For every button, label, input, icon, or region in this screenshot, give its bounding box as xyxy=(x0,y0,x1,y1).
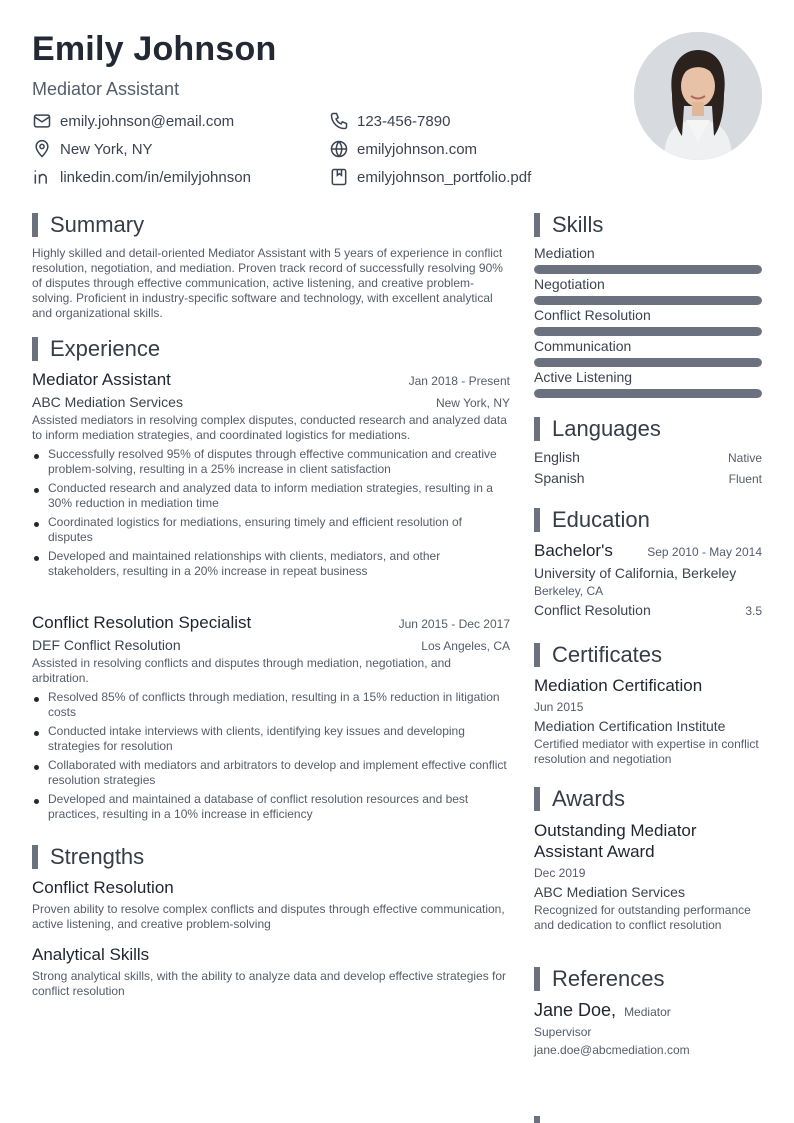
skill-fill xyxy=(534,296,762,305)
skills-heading-text: Skills xyxy=(552,212,604,237)
contact-location xyxy=(32,139,153,159)
award-issuer: ABC Mediation Services xyxy=(534,884,685,900)
strengths-heading xyxy=(32,844,144,870)
education-entry xyxy=(534,541,762,618)
skill-bar xyxy=(534,265,762,274)
skill-fill xyxy=(534,265,762,274)
contact-phone[interactable] xyxy=(329,111,450,131)
section-bar-fragment xyxy=(534,1116,540,1123)
skills-heading xyxy=(534,212,603,238)
bookmark-icon xyxy=(329,167,349,187)
education-location: Berkeley, CA xyxy=(534,584,604,598)
mail-icon xyxy=(32,111,52,131)
contact-location-text: New York, NY xyxy=(60,140,153,158)
skill-bar xyxy=(534,358,762,367)
list-item: Conducted intake interviews with clients, identifying key issues and developing strategies for resolution xyxy=(32,724,510,754)
education-school: University of California, Berkeley xyxy=(534,565,737,581)
job-description: Assisted in resolving conflicts and disputes through mediation, negotiation, and arbitration. xyxy=(32,656,451,685)
skill-fill xyxy=(534,327,762,336)
award-date: Dec 2019 xyxy=(534,866,586,880)
strengths-heading-text: Strengths xyxy=(50,844,145,869)
education-field: Conflict Resolution xyxy=(534,602,651,618)
summary-heading xyxy=(32,212,144,238)
list-item: Resolved 85% of conflicts through mediation, resulting in a 15% reduction in litigation costs xyxy=(32,690,510,720)
section-bar xyxy=(32,213,38,237)
list-item: Developed and maintained a database of conflict resolution resources and best practices, resulting in a 10% increase in efficiency xyxy=(32,792,510,822)
experience-heading xyxy=(32,336,160,362)
job-dates: Jan 2018 - Present xyxy=(408,374,510,388)
contact-linkedin-text: linkedin.com/in/emilyjohnson xyxy=(60,168,251,186)
award-description: Recognized for outstanding performance and dedication to conflict resolution xyxy=(534,903,751,932)
skill-label: Communication xyxy=(534,338,632,354)
skill-label: Negotiation xyxy=(534,276,605,292)
certificate-entry xyxy=(534,676,762,767)
summary-heading-text: Summary xyxy=(50,212,145,237)
job-company: ABC Mediation Services xyxy=(32,394,183,410)
certificate-description: Certified mediator with expertise in conflict resolution and negotiation xyxy=(534,737,759,766)
awards-heading-text: Awards xyxy=(552,786,625,811)
reference-position: Supervisor xyxy=(534,1025,592,1039)
skill-bar xyxy=(534,296,762,305)
contact-linkedin[interactable] xyxy=(32,167,251,187)
education-degree: Bachelor's xyxy=(534,541,613,560)
job-location: Los Angeles, CA xyxy=(421,639,510,653)
job-title: Conflict Resolution Specialist xyxy=(32,613,252,632)
job-entry xyxy=(32,370,510,583)
skill-label: Active Listening xyxy=(534,369,633,385)
contact-email[interactable] xyxy=(32,111,234,131)
award-entry xyxy=(534,820,762,933)
candidate-title: Mediator Assistant xyxy=(32,79,180,99)
skill-label: Mediation xyxy=(534,245,595,261)
skill-label: Conflict Resolution xyxy=(534,307,651,323)
job-description: Assisted mediators in resolving complex disputes, conducted research and analyzed data to inform mediation strategies, and coordinated logistics for mediations. xyxy=(32,413,507,442)
education-gpa: 3.5 xyxy=(745,604,762,618)
phone-icon xyxy=(329,111,349,131)
languages-heading xyxy=(534,416,661,442)
certificates-heading xyxy=(534,642,662,668)
contact-portfolio-text: emilyjohnson_portfolio.pdf xyxy=(357,168,532,186)
skills-list xyxy=(534,245,762,400)
job-title: Mediator Assistant xyxy=(32,370,171,389)
skill-item xyxy=(534,338,762,369)
linkedin-icon xyxy=(32,167,52,187)
certificate-issuer: Mediation Certification Institute xyxy=(534,718,726,734)
reference-email[interactable]: jane.doe@abcmediation.com xyxy=(534,1043,690,1057)
section-bar xyxy=(32,845,38,869)
contact-portfolio[interactable] xyxy=(329,167,531,187)
skill-bar xyxy=(534,389,762,398)
list-item: Developed and maintained relationships with clients, mediators, and other stakeholders, resulting in a 20% increase in repeat business xyxy=(32,549,510,579)
reference-name: Jane Doe, xyxy=(534,1000,617,1020)
languages-heading-text: Languages xyxy=(552,416,661,441)
list-item: Collaborated with mediators and arbitrators to develop and implement effective conflict resolution strategies xyxy=(32,758,510,788)
language-name: English xyxy=(534,449,580,465)
language-item xyxy=(534,470,762,491)
experience-heading-text: Experience xyxy=(50,336,161,361)
location-pin-icon xyxy=(32,139,52,159)
strength-title: Analytical Skills xyxy=(32,945,150,964)
skill-item xyxy=(534,369,762,400)
skill-fill xyxy=(534,389,762,398)
skill-item xyxy=(534,307,762,338)
strength-item xyxy=(32,945,510,999)
section-bar xyxy=(534,417,540,441)
job-entry xyxy=(32,613,510,826)
skill-bar xyxy=(534,327,762,336)
certificates-heading-text: Certificates xyxy=(552,642,663,667)
strength-item xyxy=(32,878,510,932)
profile-photo xyxy=(634,32,762,160)
contact-email-text: emily.johnson@email.com xyxy=(60,112,235,130)
language-name: Spanish xyxy=(534,470,585,486)
section-bar xyxy=(534,967,540,991)
section-bar xyxy=(534,643,540,667)
strength-title: Conflict Resolution xyxy=(32,878,174,897)
education-heading xyxy=(534,507,650,533)
summary-text: Highly skilled and detail-oriented Mediator Assistant with 5 years of experience in conflict resolution, negotiation, and mediation. Proven track record of successfully resolving 90% of disputes through effective communication, active listening, and creative problem-solving. Proficient in industry-specific software and technology, with excellent analytical and organizational skills. xyxy=(32,246,503,320)
job-bullets xyxy=(32,447,510,579)
education-dates: Sep 2010 - May 2014 xyxy=(647,545,762,559)
certificate-date: Jun 2015 xyxy=(534,700,584,714)
strength-text: Strong analytical skills, with the ability to analyze data and develop effective strategies for conflict resolution xyxy=(32,969,507,998)
language-level: Fluent xyxy=(728,472,762,486)
skill-item xyxy=(534,276,762,307)
education-heading-text: Education xyxy=(552,507,650,532)
skill-fill xyxy=(534,358,762,367)
contact-website-text: emilyjohnson.com xyxy=(357,140,478,158)
section-bar xyxy=(32,337,38,361)
awards-heading xyxy=(534,786,625,812)
references-heading xyxy=(534,966,665,992)
strength-text: Proven ability to resolve complex conflicts and disputes through effective communication, active listening, and creative problem-solving xyxy=(32,902,505,931)
job-company: DEF Conflict Resolution xyxy=(32,637,181,653)
job-location: New York, NY xyxy=(435,396,510,410)
reference-role: Mediator xyxy=(624,1005,671,1019)
list-item: Successfully resolved 95% of disputes through effective communication and creative problem-solving, resulting in a 25% increase in client satisfaction xyxy=(32,447,510,477)
job-bullets xyxy=(32,690,510,822)
references-heading-text: References xyxy=(552,966,665,991)
avatar-illustration xyxy=(634,32,762,160)
section-bar xyxy=(534,508,540,532)
list-item: Coordinated logistics for mediations, ensuring timely and efficient resolution of disputes xyxy=(32,515,510,545)
section-bar xyxy=(534,787,540,811)
skill-item xyxy=(534,245,762,276)
globe-icon xyxy=(329,139,349,159)
certificate-name: Mediation Certification xyxy=(534,676,703,695)
award-name: Outstanding Mediator Assistant Award xyxy=(534,821,697,861)
languages-list xyxy=(534,449,762,491)
reference-entry xyxy=(534,1000,762,1057)
list-item: Conducted research and analyzed data to inform mediation strategies, resulting in a 30% reduction in mediation time xyxy=(32,481,510,511)
job-dates: Jun 2015 - Dec 2017 xyxy=(398,617,510,631)
contact-website[interactable] xyxy=(329,139,477,159)
contact-phone-text: 123-456-7890 xyxy=(357,112,451,130)
section-bar xyxy=(534,213,540,237)
language-level: Native xyxy=(727,451,762,465)
language-item xyxy=(534,449,762,470)
candidate-name: Emily Johnson xyxy=(32,30,277,68)
